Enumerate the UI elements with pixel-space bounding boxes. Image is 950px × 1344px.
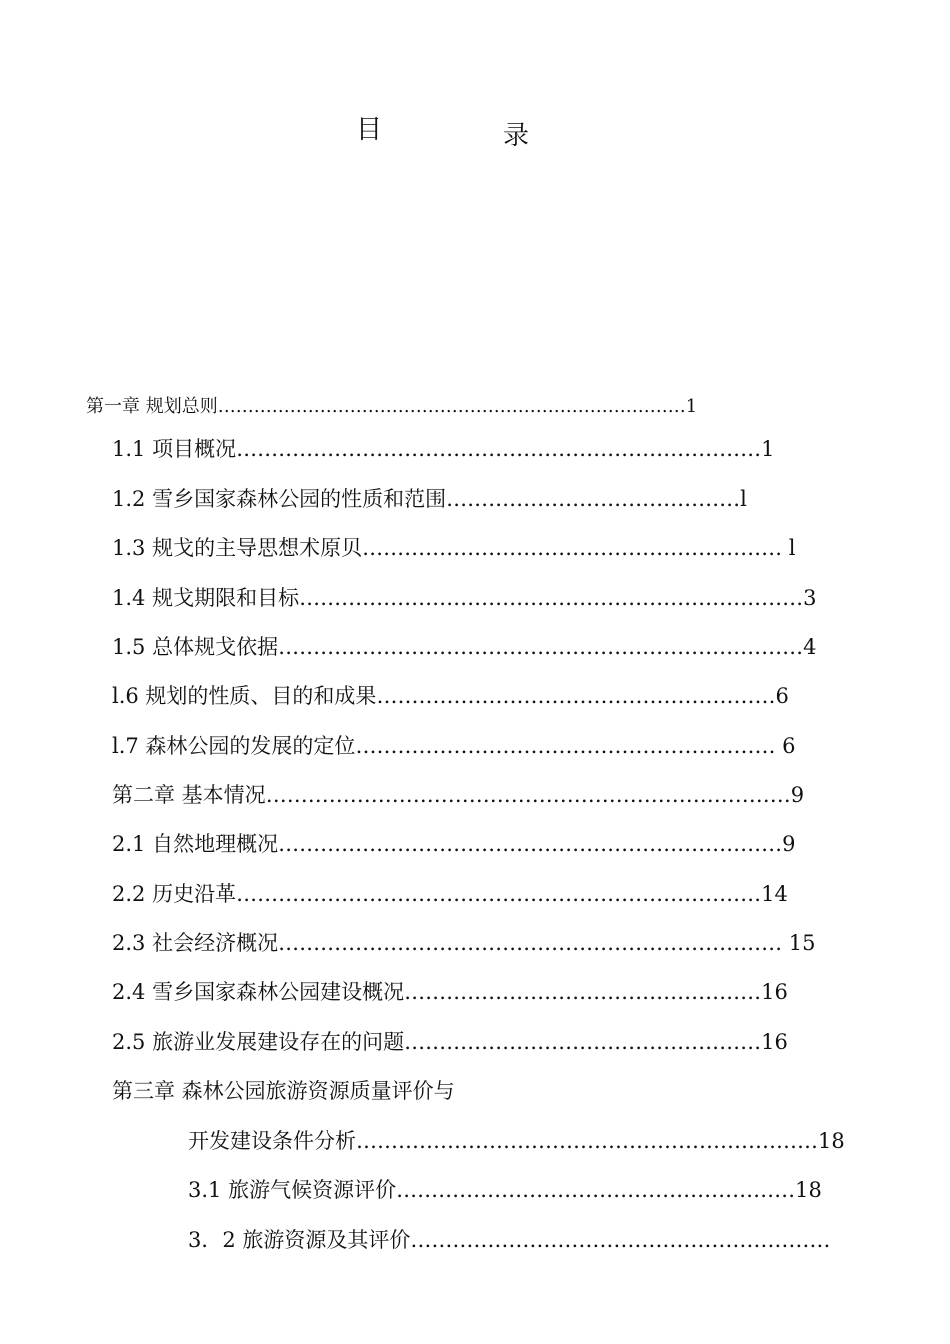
toc-leader-dots: …………………………………………… bbox=[404, 1030, 762, 1054]
toc-title bbox=[0, 112, 950, 152]
toc-leader-dots: ………………………………………………………………… bbox=[278, 635, 804, 659]
toc-leader-dots: ………………………………………………… bbox=[376, 684, 776, 708]
toc-entry-text: 2.3 社会经济概况 bbox=[112, 931, 279, 955]
toc-page-number: 6 bbox=[782, 734, 796, 758]
toc-entry bbox=[112, 533, 795, 563]
toc-entry-text: 1.4 规戈期限和目标 bbox=[112, 586, 300, 610]
toc-entry bbox=[112, 1076, 455, 1106]
toc-entry bbox=[112, 829, 795, 859]
toc-entry-text: 第三章 森林公园旅游资源质量评价与 bbox=[112, 1079, 455, 1103]
toc-entry-text: l.7 森林公园的发展的定位 bbox=[112, 734, 356, 758]
toc-leader-dots: ……………………………………………………………… bbox=[278, 832, 783, 856]
toc-page-number: 9 bbox=[782, 832, 796, 856]
toc-page-number: 14 bbox=[761, 882, 788, 906]
toc-entry bbox=[112, 681, 789, 711]
toc-leader-dots: …………………………………………………… bbox=[362, 536, 789, 560]
toc-entry bbox=[112, 879, 788, 909]
toc-entry bbox=[112, 583, 816, 613]
toc-title-char-2: 录 bbox=[503, 121, 530, 151]
toc-entry bbox=[112, 484, 747, 514]
toc-entry bbox=[188, 1175, 822, 1205]
toc-entry-text: 1.1 项目概况 bbox=[112, 437, 237, 461]
toc-entry-text: 第一章 规划总则 bbox=[86, 396, 218, 417]
toc-entry-text: 1.2 雪乡国家森林公园的性质和范围 bbox=[112, 487, 447, 511]
toc-leader-dots: …………………………………………………… bbox=[410, 1228, 831, 1252]
toc-leader-dots: ………………………………………………………………… bbox=[265, 783, 791, 807]
toc-leader-dots: …………………………………………………… bbox=[355, 734, 783, 758]
toc-leader-dots: …………………………………… bbox=[446, 487, 741, 511]
toc-page-number: 1 bbox=[685, 396, 698, 417]
toc-entry-text: l.6 规划的性质、目的和成果 bbox=[112, 684, 377, 708]
toc-entry-text: 2.5 旅游业发展建设存在的问题 bbox=[112, 1030, 405, 1054]
toc-entry bbox=[188, 1225, 830, 1255]
toc-entry bbox=[112, 632, 816, 662]
toc-leader-dots: ……………………………………………………………… bbox=[278, 931, 789, 955]
toc-entry-text: 3．2 旅游资源及其评价 bbox=[188, 1228, 411, 1252]
toc-page-number: 3 bbox=[803, 586, 817, 610]
toc-page-number: 18 bbox=[795, 1178, 822, 1202]
toc-entry bbox=[86, 392, 697, 422]
toc-page-number: 4 bbox=[803, 635, 817, 659]
toc-leader-dots: ………………………………………………………………… bbox=[236, 437, 762, 461]
toc-entry bbox=[112, 928, 816, 958]
toc-page-number: 6 bbox=[775, 684, 789, 708]
toc-page-number: 15 bbox=[788, 931, 816, 955]
toc-entry-text: 2.2 历史沿革 bbox=[112, 882, 237, 906]
toc-leader-dots: ………………………………………………………… bbox=[356, 1129, 818, 1153]
toc-page-number: 16 bbox=[761, 1030, 788, 1054]
toc-title-char-1: 目 bbox=[356, 115, 383, 145]
toc-entry bbox=[112, 977, 788, 1007]
toc-entry-text: 1.3 规戈的主导思想术原贝 bbox=[112, 536, 363, 560]
toc-page-number: 1 bbox=[761, 437, 775, 461]
toc-leader-dots: ………………………………………………… bbox=[396, 1178, 796, 1202]
toc-leader-dots: …………………………………………… bbox=[404, 980, 762, 1004]
toc-entry bbox=[112, 731, 796, 761]
toc-entry bbox=[112, 1027, 788, 1057]
toc-page-number: 18 bbox=[818, 1129, 845, 1153]
toc-entry-text: 2.1 自然地理概况 bbox=[112, 832, 279, 856]
toc-leader-dots: ………………………………………………………………… bbox=[236, 882, 762, 906]
toc-entry bbox=[188, 1126, 845, 1156]
toc-entry-text: 第二章 基本情况 bbox=[112, 783, 266, 807]
toc-leader-dots: …………………………………………………………………… bbox=[217, 396, 686, 417]
toc-page-number: 16 bbox=[761, 980, 788, 1004]
toc-leader-dots: ……………………………………………………………… bbox=[299, 586, 804, 610]
toc-page-number: l bbox=[788, 536, 796, 560]
toc-entry-text: 开发建设条件分析 bbox=[188, 1129, 356, 1153]
toc-entry-text: 3.1 旅游气候资源评价 bbox=[188, 1178, 397, 1202]
toc-page-number: l bbox=[740, 487, 747, 511]
toc-entry-text: 1.5 总体规戈依据 bbox=[112, 635, 279, 659]
toc-entry bbox=[112, 434, 774, 464]
toc-page-number: 9 bbox=[790, 783, 805, 807]
toc-entry-text: 2.4 雪乡国家森林公园建设概况 bbox=[112, 980, 405, 1004]
toc-entry bbox=[112, 780, 804, 810]
